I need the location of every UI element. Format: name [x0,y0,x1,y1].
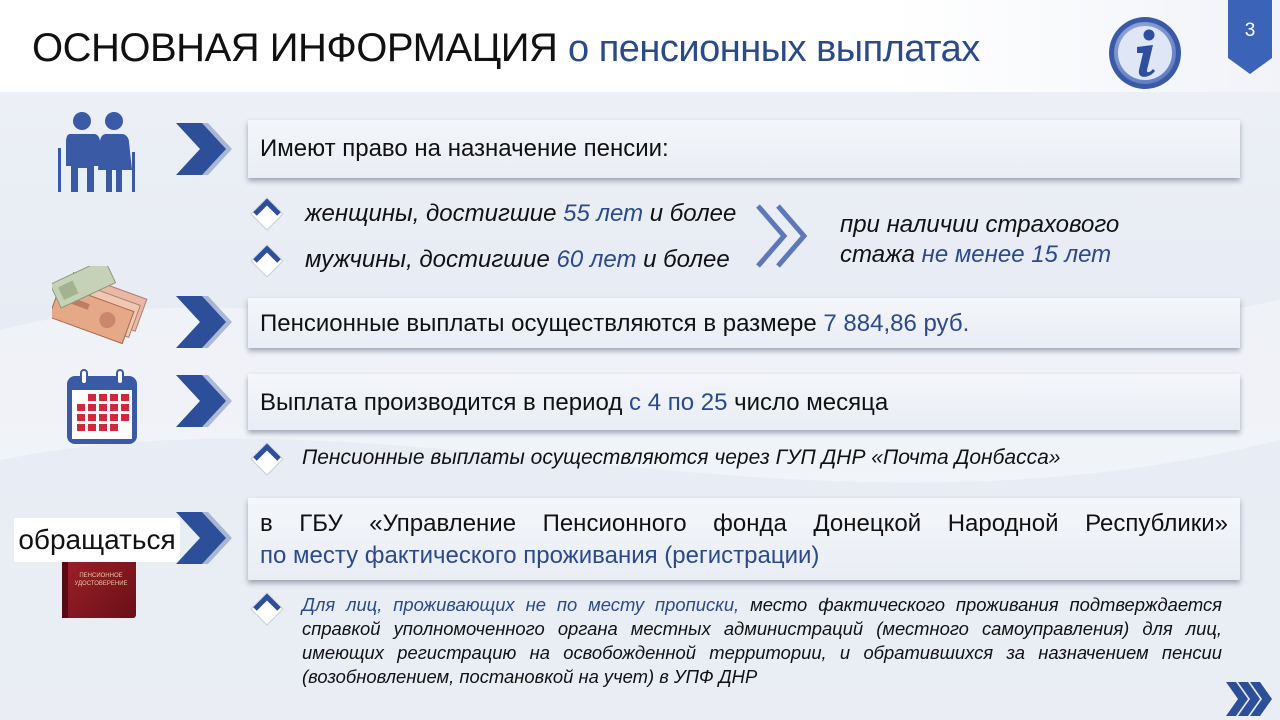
eligibility-heading-bar [248,120,1240,178]
women-text: женщины, достигшие [305,200,564,227]
diamond-bullet-icon [249,196,285,232]
certificate-label: ПЕНСИОННОЕ УДОСТОВЕРЕНИЕ [74,573,128,587]
diamond-bullet-icon [249,243,285,279]
next-slide-icon[interactable] [1226,682,1272,716]
elderly-couple-icon [54,108,138,194]
chevron-right-icon [176,375,232,427]
title-main: ОСНОВНАЯ ИНФОРМАЦИЯ [32,26,558,70]
title-accent: о пенсионных выплатах [568,28,980,70]
note-accent: Для лиц, проживающих не по месту прописки, [302,594,740,615]
eligibility-women [305,200,736,228]
period-post: число месяца [727,389,889,416]
note-body: место фактического проживания подтверждается справкой уполномоченного органа местных администраций (местного самоуправления) для лиц, имеющих регистрацию на освобожденной территории, и [302,594,1222,663]
chevron-right-icon [176,512,232,564]
chevron-right-icon [176,296,232,348]
women-suffix: и более [643,200,737,227]
info-icon [1107,15,1183,91]
insurance-condition [840,210,1119,270]
apply-label: обращаться [14,518,180,562]
period-bar [248,374,1240,430]
condition-line1: при наличии страхового [840,211,1120,238]
chevron-right-icon [176,123,232,175]
page-title [32,24,980,73]
period-days: с 4 по 25 [629,389,728,416]
period-pre: Выплата производится в период [260,389,630,416]
double-chevron-icon [754,204,812,268]
men-age: 60 лет [556,246,637,273]
period-text [260,389,888,417]
condition-pre: стажа [840,241,922,268]
page-number: 3 [1244,20,1256,41]
men-text: мужчины, достигшие [305,246,557,273]
condition-accent: не менее 15 лет [921,241,1112,268]
amount-text [260,310,969,338]
amount-value: 7 884,86 руб. [823,310,970,337]
calendar-icon [66,368,138,446]
diamond-bullet-icon [249,441,285,477]
apply-bar [248,498,1240,580]
amount-label: Пенсионные выплаты осуществляются в размере [260,310,824,337]
diamond-bullet-icon [249,591,285,627]
men-suffix: и более [636,246,730,273]
post-office-note: Пенсионные выплаты осуществляются через ГУП ДНР «Почта Донбасса» [302,446,1061,469]
eligibility-men [305,246,730,274]
registration-note [302,593,1222,689]
money-banknotes-icon [52,266,148,356]
women-age: 55 лет [563,200,644,227]
apply-line2: по месту фактического проживания (регистрации) [260,542,820,569]
apply-line1: в ГБУ «Управление Пенсионного фонда Донецкой Народной Республики» [260,510,1228,537]
amount-bar [248,298,1240,348]
note-last: обратившихся за назначением пенсии (возобновлением, постановкой на учет) в УПФ ДНР [302,642,1222,687]
eligibility-heading: Имеют право на назначение пенсии: [260,135,669,162]
